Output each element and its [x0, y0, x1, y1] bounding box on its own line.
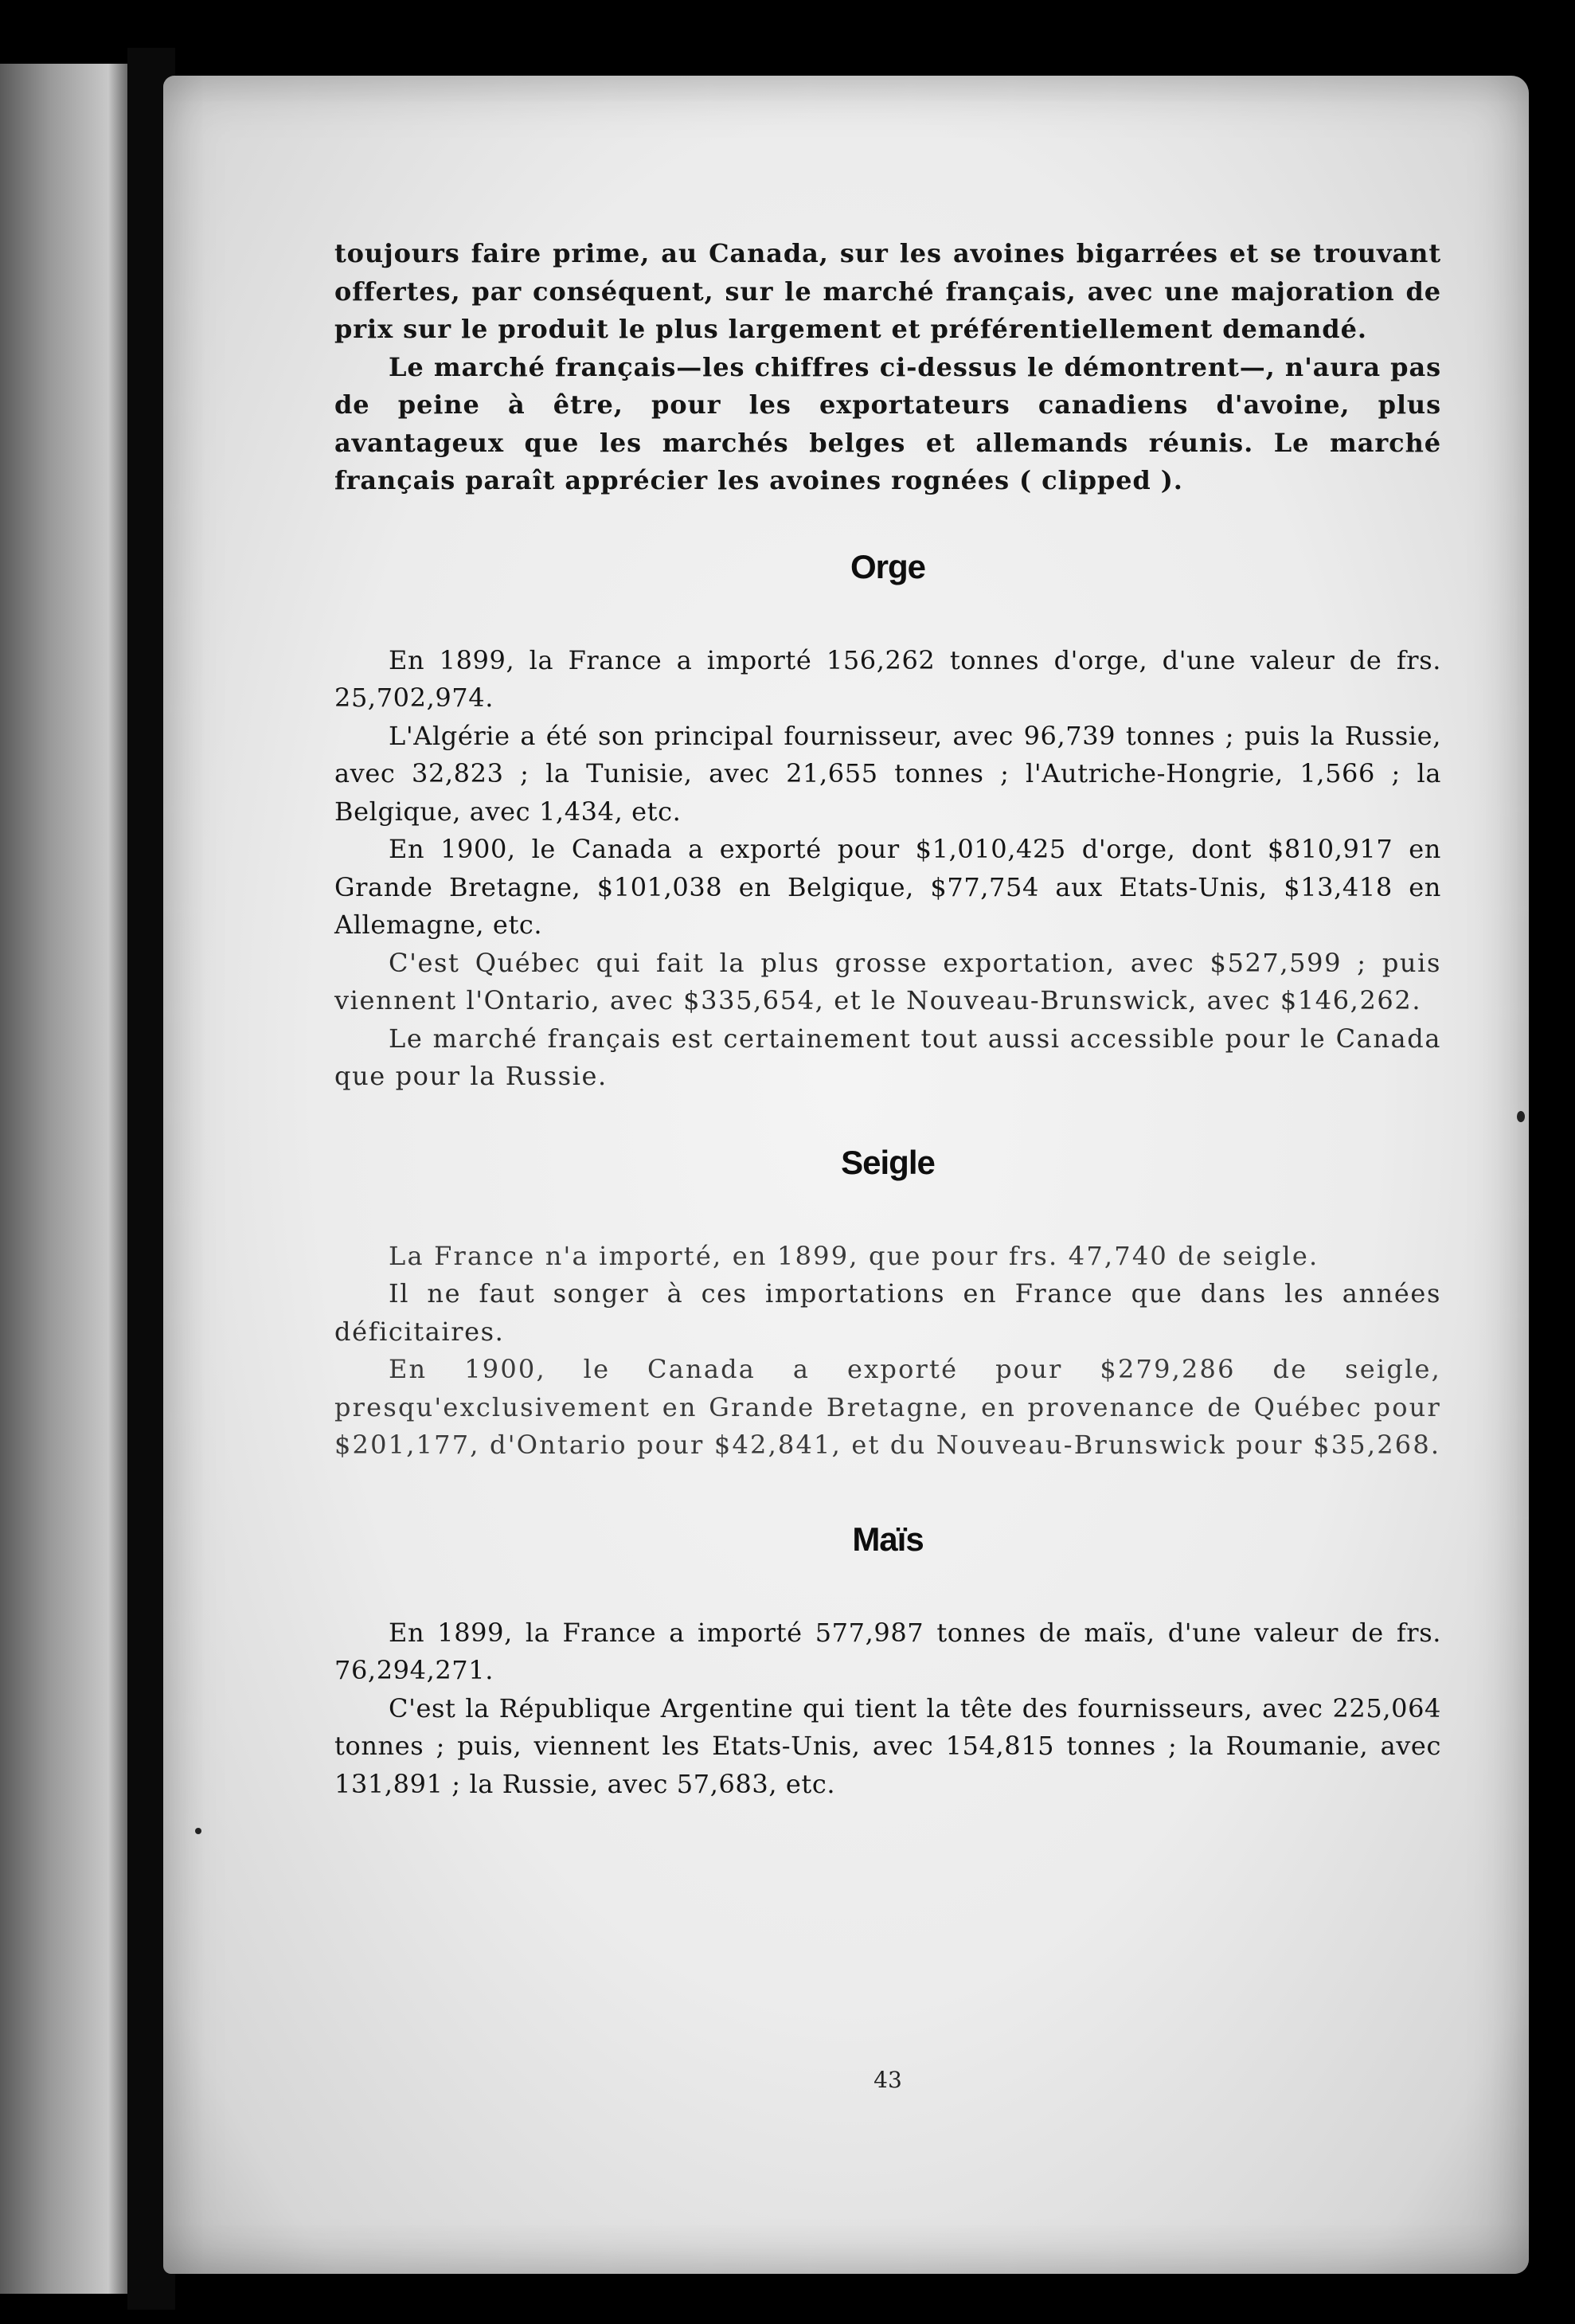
seigle-paragraph-3: En 1900, le Canada a exporté pour $279,286 de seigle, presqu'exclusivement en Grande Bretagne, en provenance de Québec pour $201,177, d'Ontario pour $42,841, et du Nouveau-Brunswick pour $35,268. — [334, 1354, 1441, 1460]
section-heading-orge: Orge — [850, 547, 926, 585]
section-heading-seigle: Seigle — [841, 1143, 935, 1181]
orge-paragraph-2: L'Algérie a été son principal fournisseur, avec 96,739 tonnes ; puis la Russie, avec 32,823 ; la Tunisie, avec 21,655 tonnes ; l'Autriche-Hongrie, 1,566 ; la Belgique, avec 1,434, etc. — [334, 720, 1441, 827]
mais-paragraph-2: C'est la République Argentine qui tient la tête des fournisseurs, avec 225,064 tonnes ; puis, viennent les Etats-Unis, avec 154,815 tonnes ; la Roumanie, avec 131,891 ; la Russie, avec 57,683, etc. — [334, 1692, 1441, 1799]
orge-paragraph-3: En 1900, le Canada a exporté pour $1,010,425 d'orge, dont $810,917 en Grande Bretagne, $101,038 en Belgique, $77,754 aux Etats-Unis, $13,418 en Allemagne, etc. — [334, 834, 1441, 940]
scan-speck — [195, 1828, 201, 1834]
orge-paragraph-1: En 1899, la France a importé 156,262 tonnes d'orge, d'une valeur de frs. 25,702,974. — [334, 644, 1441, 713]
scan-speck — [1517, 1111, 1525, 1122]
seigle-paragraph-2: Il ne faut songer à ces importations en France que dans les années déficitaires. — [334, 1278, 1441, 1347]
intro-paragraph-1: toujours faire prime, au Canada, sur les avoines bigarrées et se trouvant offertes, par conséquent, sur le marché français, avec une majoration de prix sur le produit le plus largement et préférentiellement demandé. — [334, 238, 1441, 344]
adjacent-page-edge — [0, 64, 127, 2294]
page-number: 43 — [873, 2067, 902, 2093]
orge-paragraph-5: Le marché français est certainement tout aussi accessible pour le Canada que pour la Russie. — [334, 1023, 1441, 1091]
page-body — [334, 235, 1441, 2093]
document-page — [163, 76, 1529, 2274]
mais-paragraph-1: En 1899, la France a importé 577,987 tonnes de maïs, d'une valeur de frs. 76,294,271. — [334, 1617, 1441, 1685]
seigle-paragraph-1: La France n'a importé, en 1899, que pour frs. 47,740 de seigle. — [389, 1240, 1319, 1271]
orge-paragraph-4: C'est Québec qui fait la plus grosse exportation, avec $527,599 ; puis viennent l'Ontario, avec $335,654, et le Nouveau-Brunswick, avec $146,262. — [334, 947, 1441, 1015]
intro-paragraph-2: Le marché français—les chiffres ci-dessus le démontrent—, n'aura pas de peine à être, pour les exportateurs canadiens d'avoine, plus avantageux que les marchés belges et allemands réunis. Le marché français paraît apprécier les avoines rognées ( clipped ). — [334, 351, 1441, 495]
section-heading-mais: Maïs — [852, 1520, 924, 1558]
